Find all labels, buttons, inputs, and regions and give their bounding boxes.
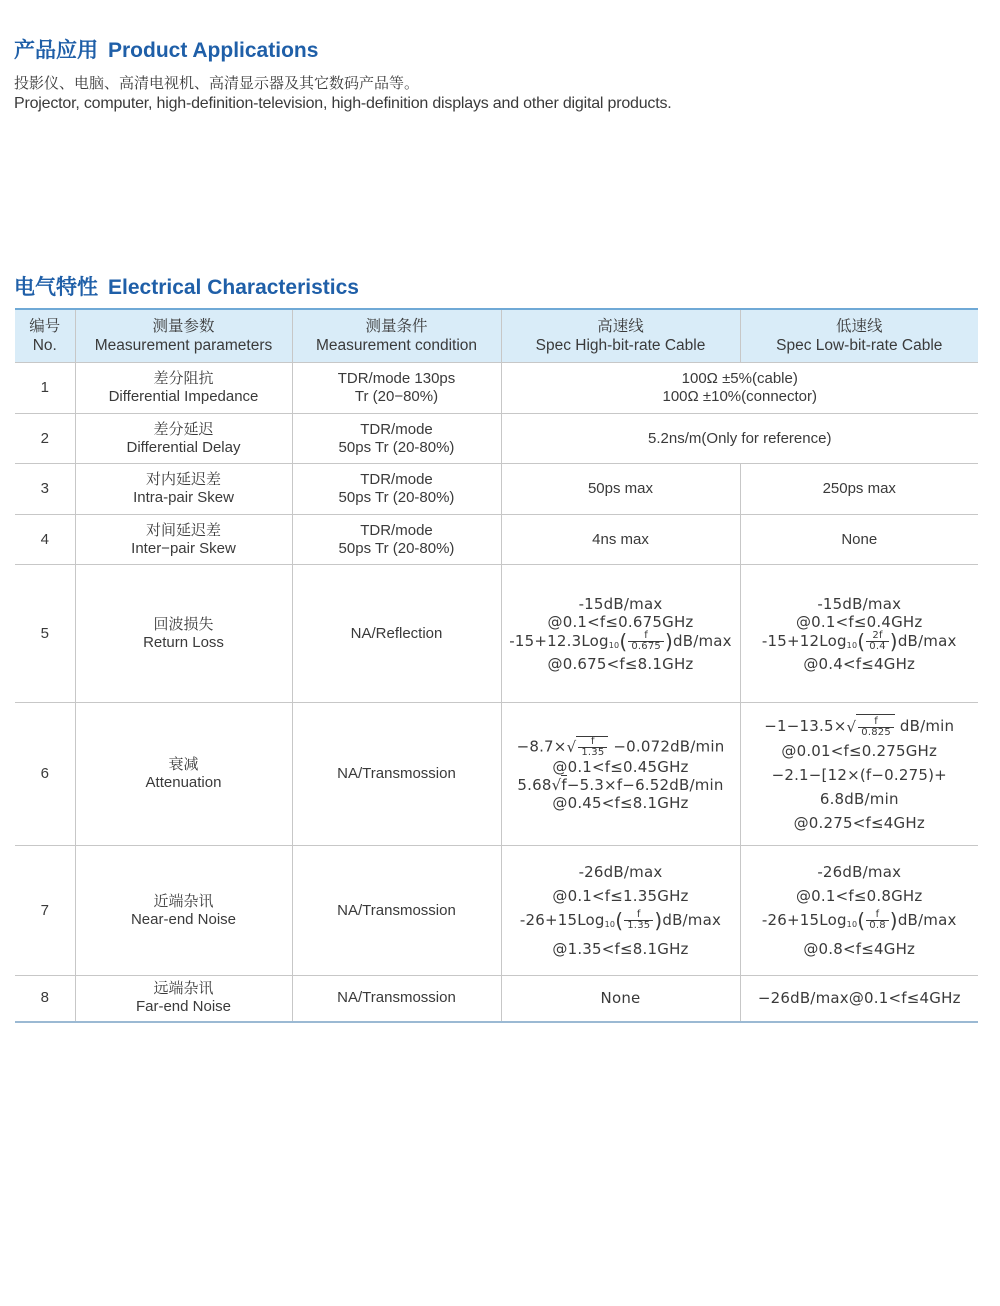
row-cond (292, 363, 501, 414)
formula-text: -26+15Log (519, 911, 605, 929)
row-low-value (740, 703, 978, 846)
row-no: 8 (15, 976, 75, 1022)
row-no: 1 (15, 363, 75, 414)
table-row (15, 976, 978, 1022)
formula-line: @0.1<f≤0.4GHz (795, 612, 923, 631)
param-zh: 对间延迟差 (145, 521, 221, 539)
value-line: 100Ω ±10%(connector) (662, 388, 818, 405)
formula-text: dB/min (899, 716, 955, 735)
table-row (15, 846, 978, 976)
formula-line: -26+15Log$_{10}$( $\frac{f}{1.35}$ )dB/max (519, 908, 722, 933)
log-base: 10 (846, 920, 858, 929)
row-high-value (501, 703, 740, 846)
header-param-zh: 测量参数 (152, 318, 215, 335)
formula-line: −2.1−[12×(f−0.275)+ (771, 765, 947, 784)
formula-line: -15+12Log$_{10}$( $\frac{2f}{0.4}$ )dB/max (761, 629, 957, 653)
fraction-numerator: f (624, 910, 653, 921)
cond-line: TDR/mode (360, 471, 433, 488)
formula-text: -15+12.3Log (509, 631, 609, 650)
electrical-title-en: Electrical Characteristics (108, 276, 359, 299)
param-en: Near-end Noise (130, 910, 237, 928)
formula-line: @0.1<f≤1.35GHz (552, 887, 689, 905)
header-cond (292, 309, 501, 363)
row-cond (292, 464, 501, 515)
row-no: 3 (15, 464, 75, 515)
fraction-denominator: 1.35 (627, 920, 651, 931)
formula-line: -26dB/max (817, 863, 902, 881)
formula-line: -15dB/max (817, 594, 902, 613)
row-high-value (501, 846, 740, 976)
row-cond (292, 515, 501, 565)
header-high-zh: 高速线 (597, 318, 644, 335)
param-zh: 衰减 (168, 756, 199, 773)
log-base: 10 (608, 640, 620, 650)
header-param (75, 309, 292, 363)
param-en: Differential Impedance (108, 388, 259, 405)
applications-text-zh: 投影仪、电脑、高清电视机、高清显示器及其它数码产品等。 (14, 75, 420, 92)
formula-line: @0.45<f≤8.1GHz (552, 794, 689, 812)
fraction-numerator: 2f (866, 631, 889, 642)
table-row (15, 703, 978, 846)
row-param (75, 464, 292, 515)
row-param (75, 515, 292, 565)
param-zh: 远端杂讯 (153, 980, 214, 998)
formula-line: @0.01<f≤0.275GHz (781, 741, 938, 760)
row-merged-value (501, 363, 978, 414)
formula-line: @0.1<f≤0.45GHz (552, 758, 689, 776)
header-high-en: Spec High-bit-rate Cable (535, 337, 706, 354)
formula-line (506, 736, 736, 758)
applications-text-en: Projector, computer, high-definition-television, high-definition displays and other digital products. (14, 95, 672, 112)
sqrt: √ $\frac{f}{1.35}$ (567, 736, 609, 758)
row-param (75, 363, 292, 414)
electrical-title-zh: 电气特性 (14, 276, 98, 299)
fraction-numerator: f (866, 910, 889, 921)
formula-text: dB/max (897, 631, 957, 650)
formula-line: @0.4<f≤4GHz (803, 654, 916, 673)
table-row (15, 363, 978, 414)
cond-line: TDR/mode (360, 420, 433, 438)
formula-text: -26+15Log (761, 911, 847, 929)
row-high-value: 50ps max (501, 464, 740, 515)
param-zh: 回波损失 (153, 615, 214, 633)
formula-line: @0.275<f≤4GHz (793, 813, 925, 832)
electrical-characteristics-table (15, 308, 978, 1023)
table-row (15, 464, 978, 515)
param-en: Differential Delay (126, 438, 241, 456)
fraction (866, 631, 889, 652)
header-cond-zh: 测量条件 (365, 318, 428, 335)
fraction-denominator: 0.8 (869, 920, 886, 931)
applications-title-en: Product Applications (108, 39, 319, 62)
row-no: 2 (15, 414, 75, 464)
formula-line (745, 714, 975, 739)
applications-title-zh: 产品应用 (14, 39, 98, 62)
formula-text: −8.7× (516, 737, 567, 756)
param-zh: 近端杂讯 (153, 892, 214, 910)
header-low-zh: 低速线 (835, 318, 883, 335)
fraction-numerator: f (628, 631, 664, 642)
formula-line: @0.1<f≤0.8GHz (795, 887, 923, 905)
formula-line: @0.1<f≤0.675GHz (547, 612, 694, 631)
cond-line: TDR/mode 130ps (337, 370, 456, 387)
fraction-denominator: 0.675 (631, 640, 661, 652)
electrical-title (14, 271, 359, 301)
row-cond: NA/Transmossion (292, 976, 501, 1022)
formula-line: @0.675<f≤8.1GHz (547, 654, 694, 673)
cond-line: TDR/mode (360, 521, 433, 539)
header-high (501, 309, 740, 363)
header-low (740, 309, 978, 363)
formula-line: -15+12.3Log$_{10}$( $\frac{f}{0.675}$ )dB/max (509, 629, 732, 653)
formula-text: −0.072dB/min (613, 737, 725, 756)
header-no (15, 309, 75, 363)
row-low-value (740, 565, 978, 703)
param-zh: 差分延迟 (153, 420, 214, 438)
formula-text: dB/max (672, 631, 732, 650)
row-low-value: 250ps max (740, 464, 978, 515)
formula-line: @1.35<f≤8.1GHz (552, 940, 689, 958)
param-en: Far-end Noise (135, 998, 232, 1016)
table-header-row (15, 309, 978, 363)
row-param (75, 846, 292, 976)
header-no-zh: 编号 (29, 318, 61, 335)
fraction-numerator: f (578, 737, 607, 748)
header-param-en: Measurement parameters (94, 337, 273, 354)
cond-line: 50ps Tr (20-80%) (338, 539, 455, 557)
fraction-numerator: f (858, 717, 894, 728)
fraction (628, 631, 664, 652)
row-low-value: None (740, 515, 978, 565)
table-row (15, 565, 978, 703)
formula-line: -26dB/max (578, 863, 663, 881)
fraction (578, 737, 607, 758)
cond-line: Tr (20−80%) (354, 388, 439, 405)
formula-text: dB/max (662, 911, 722, 929)
cond-line: 50ps Tr (20-80%) (338, 489, 455, 506)
param-en: Intra-pair Skew (133, 489, 234, 506)
row-no: 7 (15, 846, 75, 976)
table-row (15, 414, 978, 464)
header-cond-en: Measurement condition (315, 337, 478, 354)
row-cond (292, 414, 501, 464)
fraction-denominator: 0.825 (861, 726, 891, 738)
formula-text: dB/max (897, 911, 957, 929)
formula-text: 5.68 (517, 776, 552, 794)
param-zh: 差分阻抗 (153, 370, 214, 387)
row-high-value: None (501, 976, 740, 1022)
log-base: 10 (846, 640, 858, 650)
sqrt-radicand: f (561, 776, 567, 794)
row-no: 4 (15, 515, 75, 565)
row-no: 5 (15, 565, 75, 703)
formula-line: 5.68√f−5.3×f−6.52dB/min (517, 776, 724, 794)
row-low-value: −26dB/max@0.1<f≤4GHz (740, 976, 978, 1022)
fraction (866, 910, 889, 931)
table-row (15, 515, 978, 565)
fraction (858, 717, 894, 738)
row-high-value: 4ns max (501, 515, 740, 565)
row-cond: NA/Reflection (292, 565, 501, 703)
row-param (75, 565, 292, 703)
row-cond: NA/Transmossion (292, 846, 501, 976)
row-no: 6 (15, 703, 75, 846)
applications-title (14, 34, 318, 64)
formula-text: -15+12Log (761, 631, 847, 650)
fraction (624, 910, 653, 931)
row-param (75, 414, 292, 464)
fraction-denominator: 1.35 (581, 747, 605, 758)
row-param (75, 976, 292, 1022)
param-en: Return Loss (143, 633, 224, 651)
value-line: 100Ω ±5%(cable) (681, 370, 798, 387)
formula-line: -26+15Log$_{10}$( $\frac{f}{0.8}$ )dB/max (761, 908, 957, 933)
param-zh: 对内延迟差 (145, 471, 221, 488)
param-en: Attenuation (145, 774, 222, 791)
formula-text: −5.3×f−6.52dB/min (566, 776, 724, 794)
header-low-en: Spec Low-bit-rate Cable (776, 337, 943, 354)
fraction-denominator: 0.4 (869, 640, 886, 652)
header-no-en: No. (32, 337, 57, 354)
formula-text: −1−13.5× (764, 716, 847, 735)
row-cond: NA/Transmossion (292, 703, 501, 846)
formula-line: 6.8dB/min (819, 789, 899, 808)
row-low-value (740, 846, 978, 976)
formula-line: @0.8<f≤4GHz (803, 940, 916, 958)
row-merged-value: 5.2ns/m(Only for reference) (501, 414, 978, 464)
cond-line: 50ps Tr (20-80%) (338, 438, 455, 456)
param-en: Inter−pair Skew (131, 539, 236, 557)
sqrt: √ $\frac{f}{0.825}$ (847, 714, 895, 739)
log-base: 10 (604, 920, 616, 929)
row-param (75, 703, 292, 846)
formula-line: -15dB/max (578, 594, 663, 613)
row-high-value (501, 565, 740, 703)
